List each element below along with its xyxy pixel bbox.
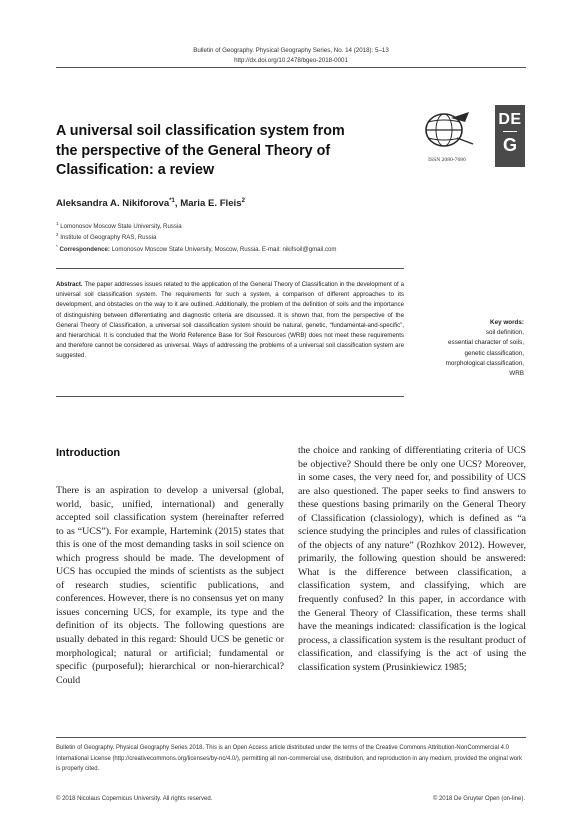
author-name: Maria E. Fleis xyxy=(180,198,242,210)
doi-link[interactable]: http://dx.doi.org/10.2478/bgeo-2018-0001 xyxy=(234,56,348,64)
affiliation-mark: 2 xyxy=(56,232,59,237)
abstract-text: The paper addresses issues related to the application of the General Theory of Classification in the development of a universal soil classification system. The requirements for such a system, a comparison of different approaches to its development, and obstacles on the way to it are outlined. Additionally, the problem of the definition of soils and the importance of distinguishing between differentiating and diagnostic criteria are discussed. It is shown that, from the perspective of the General Theory of Classification, a universal soil classification system should be natural, genetic, “fundamental-and-specific”, and hierarchical. It is concluded that the World Reference Base for Soil Resources (WRB) does not meet these requirements and therefore cannot be considered as universal. Ways of addressing the problems of a universal soil classification system are suggested. xyxy=(56,281,404,360)
header-rule xyxy=(56,67,526,68)
issn-label: ISSN 2080-7686 xyxy=(428,157,466,163)
body-column-left: There is an aspiration to develop a universal (global, world, basic, unified, international) and generally accepted soil classification system (hereinafter referred to as “UCS”). For example, Hartemink (2015) states that this is one of the most demanding tasks in soil science on which progress should be made. The development of UCS has occupied the minds of scientists as the subject of research studies, scientific publications, and conferences. However, there is no consensus yet on many issues concerning UCS, for example, its type and the definition of its objects. The following questions are usually debated in this regard: Should UCS be genetic or morphological; natural or artificial; fundamental or specific (purposeful); hierarchical or non-hierarchical? Could xyxy=(56,485,284,686)
publisher-logo-top: DE xyxy=(498,111,522,128)
author-name: Aleksandra A. Nikiforova xyxy=(56,198,170,210)
correspondence-text: Lomonosov Moscow State University, Moscow, Russia. E-mail: nikifsoil@gmail.com xyxy=(111,246,337,254)
abstract-bottom-rule xyxy=(56,396,404,397)
license-rule xyxy=(56,737,526,738)
keyword-item: WRB xyxy=(509,370,524,378)
affiliation-1 xyxy=(56,221,182,230)
keyword-item: morphological classification, xyxy=(445,359,524,367)
journal-globe-logo xyxy=(417,108,477,152)
affiliation-text: Institute of Geography RAS, Russia xyxy=(60,234,157,242)
author-separator: , xyxy=(174,198,181,210)
body-column-right: the choice and ranking of differentiating criteria of UCS be objective? Should there be only one UCS? Moreover, in some cases, the very need for, and possibility of UCS are also questioned. The paper seeks to find answers to these questions basing primarily on the General Theory of Classification (classiology), which is defined as “a science studying the principles and rules of classification of the objects of any nature” (Rozhkov 2012). However, primarily, the following question should be answered: What is the difference between classification, a classification system, and classifying, which are frequently confused? In this paper, in accordance with the General Theory of Classification, these terms shall have the meanings indicated: classification is the logical process, a classification system is the resultant product of classification, and classifying is the act of using the classification system (Prusinkiewicz 1985; xyxy=(298,445,526,673)
keyword-item: essential character of soils, xyxy=(448,339,524,347)
journal-header xyxy=(160,46,422,65)
correspondence-mark: * xyxy=(56,244,58,249)
footer-copyright-right: © 2018 De Gruyter Open (on-line). xyxy=(432,796,525,802)
abstract xyxy=(56,280,404,362)
journal-citation: Bulletin of Geography. Physical Geography Series, No. 14 (2018): 5–13 xyxy=(193,47,389,54)
keywords-label: Key words: xyxy=(490,319,524,326)
section-heading: Introduction xyxy=(56,447,121,459)
keyword-item: genetic classification, xyxy=(464,349,524,357)
abstract-top-rule xyxy=(56,268,404,269)
correspondence-label: Correspondence: xyxy=(59,246,110,254)
license-notice: Bulletin of Geography. Physical Geography Series 2018. This is an Open Access article distributed under the terms of the Creative Commons Attribution-NonCommercial 4.0 International License (http://creativecommons.org/licenses/by-nc/4.0/), permitting all non-commercial use, distribution, and reproduction in any medium, provided the original work is properly cited. xyxy=(56,745,522,772)
author-affiliation-mark: 2 xyxy=(241,198,245,204)
affiliation-mark: 1 xyxy=(56,221,59,226)
publisher-logo-bottom: G xyxy=(502,135,517,155)
affiliation-2 xyxy=(56,232,156,241)
correspondence xyxy=(56,244,336,253)
keywords xyxy=(420,318,524,379)
article-title: A universal soil classification system from the perspective of the General Theory of Classification: a review xyxy=(56,123,345,178)
author-affiliation-mark: *1 xyxy=(169,198,175,204)
affiliation-text: Lomonosov Moscow State University, Russia xyxy=(60,223,182,231)
keyword-item: soil definition, xyxy=(485,329,524,337)
author-list xyxy=(56,198,245,209)
abstract-label: Abstract. xyxy=(56,281,83,288)
publisher-logo xyxy=(495,105,525,167)
footer-copyright-left: © 2018 Nicolaus Copernicus University. All rights reserved. xyxy=(56,796,213,802)
